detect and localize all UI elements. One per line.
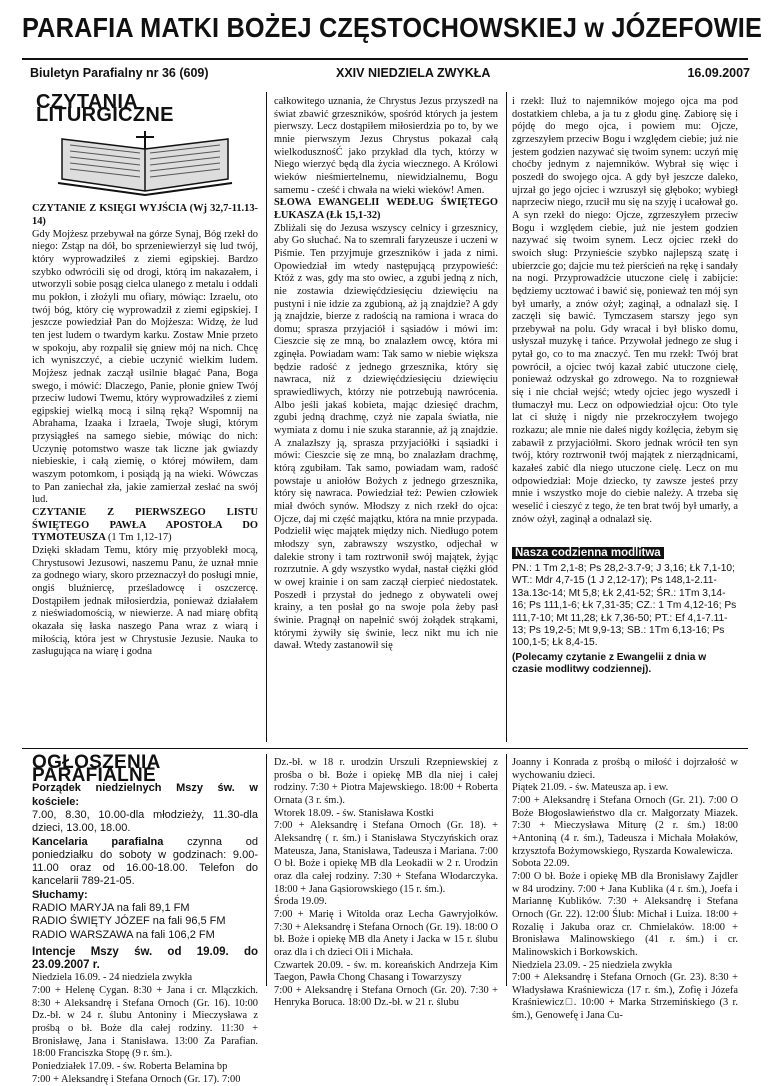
first-reading-title: CZYTANIE Z KSIĘGI WYJŚCIA (Wj 32,7-11.13-14) [32, 203, 258, 227]
bulletin-number: Biuletyn Parafialny nr 36 (609) [30, 66, 209, 80]
section-rule [22, 748, 748, 749]
second-reading-title: CZYTANIE Z PIERWSZEGO LISTU ŚWIĘTEGO PAWŁA APOSTOŁA DO TYMOTEUSZA (1 Tm 1,12-17) [32, 507, 258, 544]
prayer-title: Nasza codzienna modlitwa [512, 547, 664, 559]
mass-schedule: Porządek niedzielnych Mszy św. w kościele: 7.00, 8.30, 10.00-dla młodzieży, 11.30-dla dzieci, 13.00, 18.00. Kancelaria parafialna czynna od poniedziałku do soboty w godzinach: 9.00-11.00 oraz od 16.00-18.00. Telefon do kancelarii 789-21-05. Słuchamy: RADIO MARYJA na fali 89,1 FM RADIO ŚWIĘTY JÓZEF na fali 96,5 FM RADIO WARSZAWA na fali 106,2 FM Intencje Mszy św. od 19.09. do 23.09.2007 r. [32, 782, 258, 972]
announcements-column-1 [32, 752, 258, 1085]
column-divider [506, 754, 507, 986]
issue-bar [30, 66, 750, 86]
intentions-list-3: Joanny i Konrada z prośbą o miłość i dojrzałość w wychowaniu dzieci. Piątek 21.09. - św. Mateusza ap. i ew. 7:00 + Aleksandrę i Stefana Ornoch (Gr. 21). 7:00 O Boże Błogosławieństwo dla cr. Małgorzaty Miazek. 7:30 + Mieczysława Miturę (2 r. śm.) 18:00 +Antoniną (4 r. śm.), Tadeusza i Michała Mołaków, krzysztofa Bożymowskiego, Ryszarda Kowalewicza. Sobota 22.09. 7:00 O bł. Boże i opiekę MB dla Bronisławy Zajdler w 84 urodziny. 7:00 + Jana Kublika (4 r. śm.), Joefa i Mariannę Kublików. 7:30 + Aleksandrę i Stefana Ornoch (Gr. 22). 12:00 Ślub: Michał i Luiza. 18:00 + Rozalię i Jakuba oraz cr. Chmielaków. 18:00 + Bronisława Malinowskiego (41 r. śm.) i cr. Malinowskich i Borkowskich. Niedziela 23.09. - 25 niedziela zwykła 7:00 + Aleksandrę i Stefana Ornoch (Gr. 23). 8:30 + Władysława Kraśniewicza (17 r. śm.), Zofię i Józefa Kraśniewicz□. 10:00 + Marka Strzemińskiego (3 r. śm.), Genowefę i Jana Cu- [512, 757, 738, 1022]
liturgical-sunday: XXIV NIEDZIELA ZWYKŁA [336, 66, 491, 80]
announcements-column-3 [512, 757, 738, 1022]
prayer-readings: PN.: 1 Tm 2,1-8; Ps 28,2-3.7-9; J 3,16; Łk 7,1-10; WT.: Mdr 4,7-15 (1 J 2,12-17); Ps 148,1-2.11-13a.13c-14; Mt 5,8; Łk 2,41-52; ŚR.: 1Tm 3,14-16; Ps 111,1-6; Łk 7,31-35; CZ.: 1 Tm 4,12-16; Ps 111,7-10; Mt 11,28; Łk 7,36-50; PT.: Ef 4,1-7.11-13; Ps 19,2-5; Mt 9,9-13; SB.: 1Tm 6,13-16; Ps 100,1-5; Łk 8,4-15. [512, 563, 737, 649]
masthead-title: PARAFIA MATKI BOŻEJ CZĘSTOCHOWSKIEJ w JÓZEFOWIE [22, 12, 763, 43]
gospel-text: Zbliżali się do Jezusa wszyscy celnicy i grzesznicy, aby Go słuchać. Na to szemrali faryzeusze i uczeni w Piśmie. Ten przyjmuje grzeszników i jada z nimi. Opowiedział im wtedy następującą przypowieść: Któż z was, gdy ma sto owiec, a zgubi jedną z nich, nie zostawia dziewięćdziesięciu dziewięciu na pustyni i nie idzie za zgubioną, aż ją znajdzie? A gdy ją znajdzie, bierze z radością na ramiona i wraca do domu; sprasza przyjaciół i sąsiadów i mówi im: Cieszcie się ze mną, bo znalazłem owcę, która mi zginęła. Powiadam wam: Tak samo w niebie większa będzie radość z jednego grzesznika, który się nawraca, niż z dziewięćdziesięciu dziewięciu sprawiedliwych, którzy nie potrzebują nawrócenia. Albo jeśli jakaś kobieta, mając dziesięć drachm, zgubi jedną drachmę, czyż nie zapala światła, nie wymiata z domu i nie szuka starannie, aż ją znajdzie. A znalazłszy ją, sprasza przyjaciółki i sąsiadki i mówi: Cieszcie się ze mną, bo znalazłam drachmę, którą zgubiłam. Tak samo, powiadam wam, radość powstaje u aniołów Bożych z jednego grzesznika, który się nawraca. Powiedział też: Pewien człowiek miał dwóch synów. Młodszy z nich rzekł do ojca: Ojcze, daj mi część majątku, która na mnie przypada. Podzielił więc majątek między nich. Niedługo potem młodszy syn, zabrawszy wszystko, odjechał w dalekie strony i tam roztrwonił swój majątek, żyjąc rozrzutnie. A gdy wszystko wydał, nastał ciężki głód w owej krainie i on sam zaczął cierpieć niedostatek. Poszedł i przystał do jednego z obywateli owej krainy, a ten posłał go na swoje pola żeby pasł świnie. Pragnął on napełnić swój żołądek strąkami, którymi żywiły się świnie, lecz nikt mu ich nie dawał. Wtedy zastanowił się [274, 222, 498, 652]
readings-column-3 [512, 96, 738, 540]
announcements-heading: OGŁOSZENIA PARAFIALNE [32, 752, 161, 786]
readings-heading: CZYTANIA LITURGICZNE [36, 91, 174, 126]
second-reading-text: Dzięki składam Temu, który mię przyoblekł mocą, Chrystusowi Jezusowi, naszemu Panu, że uznał mnie za godnego wiary, skoro przeznaczył do posługi mnie, ongiś bluźniercę, prześladowcę i oszczercę. Dostąpiłem jednak miłosierdzia, ponieważ działałem z nieświadomością, w niewierze. A nad miarę obfitą okazała się łaska naszego Pana wraz z wiarą i miłością, która jest w Chrystusie Jezusie. Nauka to zasługująca na wiarę i godna [32, 545, 258, 658]
column-divider [506, 92, 507, 742]
bible-illustration [32, 121, 258, 203]
intentions-title: Intencje Mszy św. od 19.09. do 23.09.2007 r. [32, 945, 258, 972]
intentions-list-1: Niedziela 16.09. - 24 niedziela zwykła 7:00 + Helenę Cygan. 8:30 + Jana i cr. Mlączkich. 8:30 + Aleksandrę i Stefana Ornoch (Gr. 16). 10:00 Dz.-bł. w 24 r. ślubu Antoniny i Mieczysława z prośbą o bł. Boże dla całej rodziny. 11:30 + Bronisławę, Jana i Stanisława. 13:00 Za Parafian. 18:00 Franciszka Stopę (9 r. śm.). Poniedziałek 17.09. - św. Roberta Belamina bp 7:00 + Aleksandrę i Stefana Ornoch (Gr. 17). 7:00 [32, 972, 258, 1085]
first-reading-text: Gdy Mojżesz przebywał na górze Synaj, Bóg rzekł do niego: Zstąp na dół, bo sprzeniewierzył się lud twój, który wyprowadziłeś z ziemi egipskiej. Bardzo szybko odwrócili się od drogi, którą im nakazałem, i utworzyli sobie posąg cielca ulanego z metalu i oddali mu pokłon, i złożyli mu ofiary, mówiąc: Izraelu, oto twój bóg, który cię wyprowadził z ziemi egipskiej. I jeszcze powiedział Pan do Mojżesza: Widzę, że lud ten jest ludem o twardym karku. Zostaw Mnie przeto w spokoju, aby rozpalił się gniew mój na nich. Chcę ich wyniszczyć, a ciebie uczynić wielkim ludem. Mojżesz jednak zaczął usilnie błagać Pana, Boga swego, i mówić: Dlaczego, Panie, płonie gniew Twój przeciw ludowi Twemu, który wyprowadziłeś z ziemi egipskiej wielką mocą i silną ręką? Wspomnij na Abrahama, Izaaka i Izraela, Twoje sługi, którym przysiągłeś na samego siebie, mówiąc do nich: Uczynię potomstwo wasze tak liczne jak gwiazdy niebieskie, i całą ziemię, o której mówiłem, dam waszym potomkom, i posiądą ją na wieki. Wówczas to Pan zaniechał zła, jakie zamierzał zesłać na swój lud. [32, 228, 258, 506]
open-bible-icon [32, 121, 258, 201]
column-divider [266, 754, 267, 986]
gospel-text-continued: i rzekł: Iluż to najemników mojego ojca ma pod dostatkiem chleba, a ja tu z głodu ginę. Zabiorę się i pójdę do mego ojca, i powiem mu: Ojcze, zgrzeszyłem przeciw Bogu i względem ciebie; już nie jestem godzien nazywać się twoim synem: uczyń mię choćby jednym z najemników. Wybrał się więc i poszedł do swojego ojca. A gdy był jeszcze daleko, ujrzał go jego ojciec i wzruszył się głęboko; wybiegł naprzeciw niego, rzucił mu się na szyję i ucałował go. A syn rzekł do niego: Ojcze, zgrzeszyłem przeciw Bogu i względem ciebie, już nie jestem godzien nazywać się twoim synem. Lecz ojciec rzekł do swoich sług: Przynieście szybko najlepszą szatę i ubierzcie go; dajcie mu też pierścień na rękę i sandały na nogi. Przyprowadźcie utuczone cielę i zabijcie: będziemy ucztować i bawić się, ponieważ ten mój syn był umarły, a znów ożył; zaginął, a odnalazł się. I zaczęli się bawić. Tymczasem starszy jego syn przebywał na polu. Gdy wracał i był blisko domu, usłyszał muzykę i tańce. Przywołał jednego ze sług i pytał go, co to ma znaczyć. Ten mu rzekł: Twój brat powrócił, a ojciec twój kazał zabić utuczone cielę, ponieważ odzyskał go zdrowego. Na to rozgniewał się i nie chciał wejść; wtedy ojciec jego wyszedł i tłumaczył mu. Lecz on odpowiedział ojcu: Oto tyle lat ci służę i nigdy nie przekroczyłem twojego rozkazu; ale mnie nie dałeś nigdy koźlęcia, żebym się zabawił z przyjaciółmi. Skoro jednak wrócił ten syn twój, który roztrwonił twój majątek z nierządnicami, kazałeś zabić dla niego utuczone cielę. Lecz on mu odpowiedział: Moje dziecko, ty zawsze jesteś przy mnie i wszystko moje do ciebie należy. A trzeba się weselić i cieszyć z tego, że ten brat twój był umarły, a znów ożył, zaginął a odnalazł się. [512, 96, 738, 525]
masthead-rule [22, 58, 748, 60]
readings-column-1 [32, 91, 258, 744]
intentions-list-2: Dz.-bł. w 18 r. urodzin Urszuli Rzepniewskiej z prośba o bł. Boże i opiekę MB dla niej i całej rodziny. 7:30 + Piotra Majewskiego. 18:00 + Roberta Ornata (3 r. śm.). Wtorek 18.09. - św. Stanisława Kostki 7:00 + Aleksandrę i Stefana Ornoch (Gr. 18). + Aleksandrę ( r. śm.) i Stanisława Styczyńskich oraz Mateusza, Jana, Stanisława, Tadeusza i Mariana. 7:00 O bł. Boże i opiekę MB dla Leokadii w 2 r. Urodzin oraz dla całej rodziny. 7:30 + Stefana Włodarczyka. 18:00 + Jana Gąsiorowskiego (15 r. śm.). Środa 19.09. 7:00 + Marię i Witolda oraz Lecha Gawryjołków. 7:30 + Aleksandrę i Stefana Ornoch (Gr. 19). 18:00 O bł. Boże i opiekę MB dla Anety i Jacka w 15 r. ślubu oraz dla i ch dzieci Oli i Michała. Czwartek 20.09. - św. m. koreańskich Andrzeja Kim Taegon, Pawła Chong Chasang i Towarzyszy 7:00 + Aleksandrę i Stefana Ornoch (Gr. 20). 7:30 + Henryka Boruca. 18:00 Dz.-bł. w 21 r. ślubu [274, 757, 498, 1009]
announcements-column-2 [274, 757, 498, 1009]
second-reading-continued: całkowitego uznania, że Chrystus Jezus przyszedł na świat zbawić grzeszników, spośród których ja jestem pierwszy. Lecz dostąpiłem miłosierdzia po to, by we mnie pierwszym Jezus Chrystus pokazał całą wielkodusznośĆ jako przykład dla tych, którzy w Niego wierzyć będą dla życia wiecznego. A Królowi wieków nieśmiertelnemu, niewidzialnemu, Bogu samemu - cześć i chwała na wieki wieków! Amen. [274, 96, 498, 196]
prayer-box [512, 543, 738, 743]
readings-column-2 [274, 96, 498, 744]
column-divider [266, 92, 267, 742]
issue-date: 16.09.2007 [687, 66, 750, 80]
prayer-note: (Polecamy czytanie z Ewangelii z dnia w czasie modlitwy codziennej). [512, 651, 707, 676]
gospel-title: SŁOWA EWANGELII WEDŁUG ŚWIĘTEGO ŁUKASZA (Łk 15,1-32) [274, 197, 498, 221]
